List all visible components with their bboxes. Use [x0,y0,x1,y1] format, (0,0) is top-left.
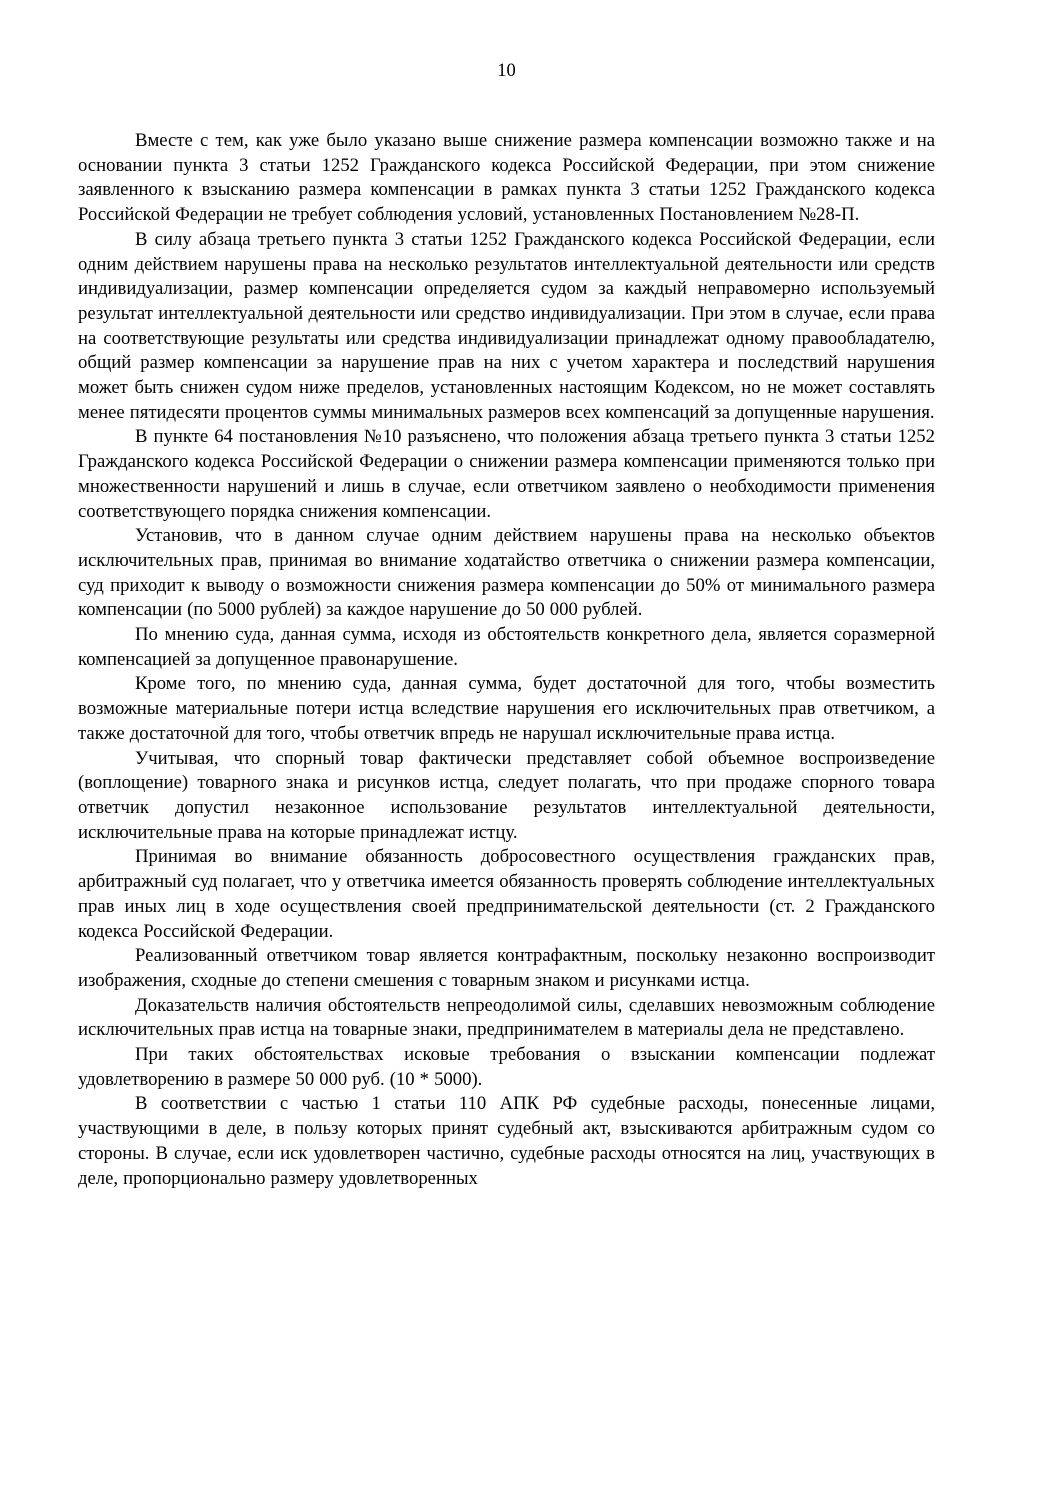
page-number: 10 [497,61,516,81]
paragraph: В силу абзаца третьего пункта 3 статьи 1252 Гражданского кодекса Российской Федерации, если одним действием нарушены права на несколько результатов интеллектуальной деятельности или средств индивидуализации, размер компенсации определяется судом за каждый неправомерно используемый результат интеллектуальной деятельности или средство индивидуализации. При этом в случае, если права на соответствующие результаты или средства индивидуализации принадлежат одному правообладателю, общий размер компенсации за нарушение прав на них с учетом характера и последствий нарушения может быть снижен судом ниже пределов, установленных настоящим Кодексом, но не может составлять менее пятидесяти процентов суммы минимальных размеров всех компенсаций за допущенные нарушения. [78,228,935,423]
paragraph: Доказательств наличия обстоятельств непреодолимой силы, сделавших невозможным соблюдение исключительных прав истца на товарные знаки, предпринимателем в материалы дела не представлено. [78,994,935,1041]
paragraph: При таких обстоятельствах исковые требования о взыскании компенсации подлежат удовлетворению в размере 50 000 руб. (10 * 5000). [78,1044,935,1090]
paragraph: Кроме того, по мнению суда, данная сумма, будет достаточной для того, чтобы возместить возможные материальные потери истца вследствие нарушения его исключительных прав ответчиком, а также достаточной для того, чтобы ответчик впредь не нарушал исключительные права истца. [78,673,935,744]
document-body [78,129,935,1191]
paragraph: Установив, что в данном случае одним действием нарушены права на несколько объектов исключительных прав, принимая во внимание ходатайство ответчика о снижении размера компенсации, суд приходит к выводу о возможности снижения размера компенсации до 50% от минимального размера компенсации (по 5000 рублей) за каждое нарушение до 50 000 рублей. [78,525,935,621]
paragraph: По мнению суда, данная сумма, исходя из обстоятельств конкретного дела, является соразмерной компенсацией за допущенное правонарушение. [78,624,935,670]
paragraph: В соответствии с частью 1 статьи 110 АПК РФ судебные расходы, понесенные лицами, участвующими в деле, в пользу которых принят судебный акт, взыскиваются арбитражным судом со стороны. В случае, если иск удовлетворен частично, судебные расходы относятся на лиц, участвующих в деле, пропорционально размеру удовлетворенных [78,1093,935,1189]
paragraph: Принимая во внимание обязанность добросовестного осуществления гражданских прав, арбитражный суд полагает, что у ответчика имеется обязанность проверять соблюдение интеллектуальных прав иных лиц в ходе осуществления своей предпринимательской деятельности (ст. 2 Гражданского кодекса Российской Федерации. [78,846,935,942]
paragraph: В пункте 64 постановления №10 разъяснено, что положения абзаца третьего пункта 3 статьи 1252 Гражданского кодекса Российской Федерации о снижении размера компенсации применяются только при множественности нарушений и лишь в случае, если ответчиком заявлено о необходимости применения соответствующего порядка снижения компенсации. [78,426,935,522]
paragraph: Реализованный ответчиком товар является контрафактным, поскольку незаконно воспроизводит изображения, сходные до степени смешения с товарным знаком и рисунками истца. [78,945,935,991]
paragraph: Учитывая, что спорный товар фактически представляет собой объемное воспроизведение (воплощение) товарного знака и рисунков истца, следует полагать, что при продаже спорного товара ответчик допустил незаконное использование результатов интеллектуальной деятельности, исключительные права на которые принадлежат истцу. [78,747,935,843]
paragraph: Вместе с тем, как уже было указано выше снижение размера компенсации возможно также и на основании пункта 3 статьи 1252 Гражданского кодекса Российской Федерации, при этом снижение заявленного к взысканию размера компенсации в рамках пункта 3 статьи 1252 Гражданского кодекса Российской Федерации не требует соблюдения условий, установленных Постановлением №28-П. [78,130,935,226]
